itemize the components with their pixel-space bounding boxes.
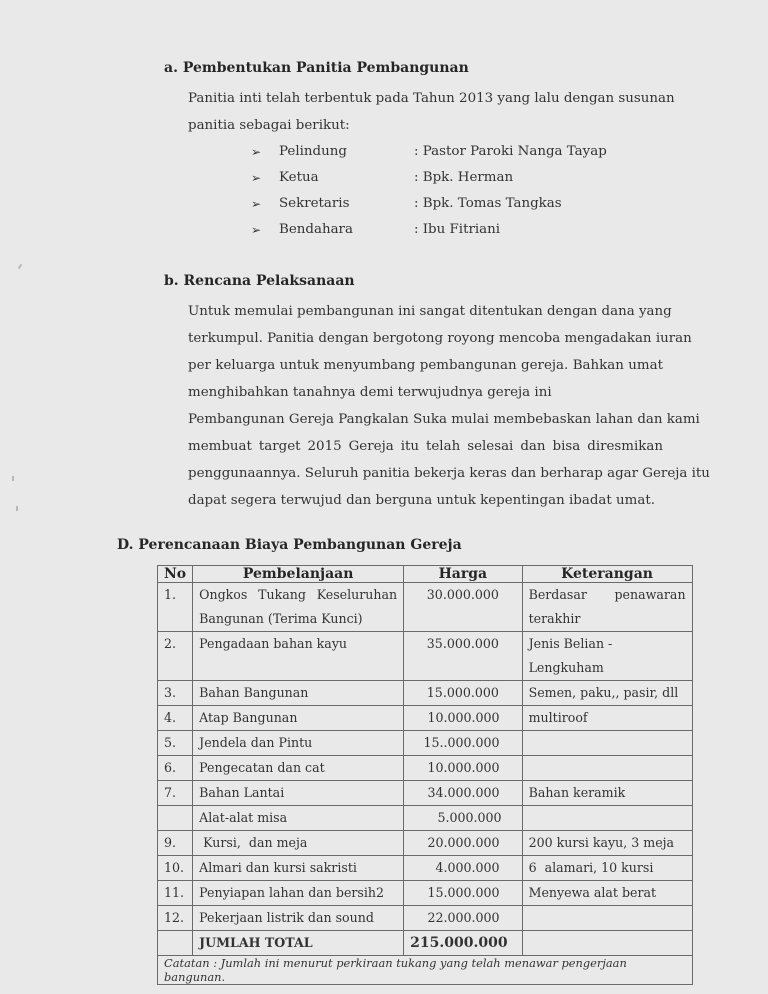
row-item: Atap Bangunan xyxy=(193,706,404,731)
row-price: 10.000.000 xyxy=(404,756,522,781)
arrow-bullet-icon: ➢ xyxy=(251,223,262,237)
row-price: 10.000.000 xyxy=(404,706,522,731)
table-footnote: Catatan : Jumlah ini menurut perkiraan tukang yang telah menawar pengerjaan bangunan. xyxy=(158,956,693,985)
row-item: Pengadaan bahan kayu xyxy=(193,632,404,681)
section-b-line: dapat segera terwujud dan berguna untuk kepentingan ibadat umat. xyxy=(188,493,655,508)
table-row xyxy=(158,756,693,781)
row-price: 15.000.000 xyxy=(404,681,522,706)
arrow-bullet-icon: ➢ xyxy=(251,197,262,211)
row-note-line1: Berdasar penawaran xyxy=(528,587,686,602)
section-b-line: per keluarga untuk menyumbang pembangunan gereja. Bahkan umat xyxy=(188,358,663,373)
total-value: 215.000.000 xyxy=(404,931,522,956)
header-no: No xyxy=(158,566,193,583)
committee-role: Pelindung xyxy=(279,144,347,159)
row-note: 6 alamari, 10 kursi xyxy=(522,856,692,881)
total-note-empty xyxy=(522,931,692,956)
table-row xyxy=(158,706,693,731)
row-price: 35.000.000 xyxy=(404,632,522,681)
committee-list xyxy=(251,139,671,249)
row-price: 22.000.000 xyxy=(404,906,522,931)
committee-item xyxy=(251,217,671,243)
table-total-row xyxy=(158,931,693,956)
row-price: 15.000.000 xyxy=(404,881,522,906)
table-row xyxy=(158,681,693,706)
row-note-line2: terakhir xyxy=(528,611,581,626)
arrow-bullet-icon: ➢ xyxy=(251,145,262,159)
row-no: 12. xyxy=(158,906,193,931)
row-note: Bahan keramik xyxy=(522,781,692,806)
section-d-heading: D. Perencanaan Biaya Pembangunan Gereja xyxy=(117,537,462,553)
section-b-heading: b. Rencana Pelaksanaan xyxy=(164,273,355,289)
scan-mark xyxy=(12,476,14,481)
header-item: Pembelanjaan xyxy=(193,566,404,583)
row-no: 7. xyxy=(158,781,193,806)
row-item-line2: Bangunan (Terima Kunci) xyxy=(199,611,363,626)
row-note xyxy=(522,583,692,632)
row-item: Alat-alat misa xyxy=(193,806,404,831)
row-item: Penyiapan lahan dan bersih2 xyxy=(193,881,404,906)
row-no: 4. xyxy=(158,706,193,731)
table-row xyxy=(158,856,693,881)
section-b-line: terkumpul. Panitia dengan bergotong royong mencoba mengadakan iuran xyxy=(188,331,692,346)
row-price: 5.000.000 xyxy=(404,806,522,831)
table-row xyxy=(158,632,693,681)
row-note xyxy=(522,731,692,756)
committee-role: Sekretaris xyxy=(279,196,350,211)
arrow-bullet-icon: ➢ xyxy=(251,171,262,185)
row-no: 11. xyxy=(158,881,193,906)
row-note: multiroof xyxy=(522,706,692,731)
committee-item xyxy=(251,191,671,217)
row-price: 15..000.000 xyxy=(404,731,522,756)
row-no: 9. xyxy=(158,831,193,856)
table-row xyxy=(158,881,693,906)
committee-role: Bendahara xyxy=(279,222,353,237)
row-note: Menyewa alat berat xyxy=(522,881,692,906)
total-label: JUMLAH TOTAL xyxy=(193,931,404,956)
row-no: 5. xyxy=(158,731,193,756)
section-a-intro-line2: panitia sebagai berikut: xyxy=(188,118,350,133)
committee-item xyxy=(251,139,671,165)
table-row xyxy=(158,906,693,931)
section-b-line: menghibahkan tanahnya demi terwujudnya gereja ini xyxy=(188,385,552,400)
row-item-line1: Ongkos Tukang Keseluruhan xyxy=(199,587,398,602)
row-item: Jendela dan Pintu xyxy=(193,731,404,756)
section-a-heading: a. Pembentukan Panitia Pembangunan xyxy=(164,60,469,76)
total-no-empty xyxy=(158,931,193,956)
section-b-line: Pembangunan Gereja Pangkalan Suka mulai membebaskan lahan dan kami xyxy=(188,412,700,427)
row-item: Pekerjaan listrik dan sound xyxy=(193,906,404,931)
scan-mark xyxy=(18,264,22,269)
committee-role: Ketua xyxy=(279,170,319,185)
row-note xyxy=(522,806,692,831)
row-note xyxy=(522,906,692,931)
row-no xyxy=(158,806,193,831)
row-no: 6. xyxy=(158,756,193,781)
section-b-line: penggunaannya. Seluruh panitia bekerja keras dan berharap agar Gereja itu xyxy=(188,466,710,481)
table-row xyxy=(158,731,693,756)
row-note: Semen, paku,, pasir, dll xyxy=(522,681,692,706)
row-price: 4.000.000 xyxy=(404,856,522,881)
row-item: Bahan Bangunan xyxy=(193,681,404,706)
table-row xyxy=(158,806,693,831)
committee-member: : Bpk. Herman xyxy=(414,170,514,185)
table-row xyxy=(158,583,693,632)
row-item: Bahan Lantai xyxy=(193,781,404,806)
committee-member: : Pastor Paroki Nanga Tayap xyxy=(414,144,607,159)
scan-mark xyxy=(16,506,18,511)
section-b-line: membuat target 2015 Gereja itu telah selesai dan bisa diresmikan xyxy=(188,439,663,454)
row-item: Kursi, dan meja xyxy=(193,831,404,856)
row-no: 1. xyxy=(158,583,193,632)
row-note: Jenis Belian - Lengkuham xyxy=(522,632,692,681)
row-note: 200 kursi kayu, 3 meja xyxy=(522,831,692,856)
section-b-line: Untuk memulai pembangunan ini sangat ditentukan dengan dana yang xyxy=(188,304,672,319)
row-price: 30.000.000 xyxy=(404,583,522,632)
header-price: Harga xyxy=(404,566,522,583)
section-a-intro-line1: Panitia inti telah terbentuk pada Tahun 2013 yang lalu dengan susunan xyxy=(188,91,675,106)
committee-member: : Bpk. Tomas Tangkas xyxy=(414,196,562,211)
row-item xyxy=(193,583,404,632)
row-no: 3. xyxy=(158,681,193,706)
committee-item xyxy=(251,165,671,191)
row-item: Pengecatan dan cat xyxy=(193,756,404,781)
table-row xyxy=(158,781,693,806)
committee-member: : Ibu Fitriani xyxy=(414,222,501,237)
cost-table xyxy=(157,565,693,985)
table-row xyxy=(158,831,693,856)
row-no: 10. xyxy=(158,856,193,881)
row-price: 34.000.000 xyxy=(404,781,522,806)
table-header-row xyxy=(158,566,693,583)
row-price: 20.000.000 xyxy=(404,831,522,856)
row-no: 2. xyxy=(158,632,193,681)
row-item: Almari dan kursi sakristi xyxy=(193,856,404,881)
header-note: Keterangan xyxy=(522,566,692,583)
row-note xyxy=(522,756,692,781)
table-footnote-row xyxy=(158,956,693,985)
